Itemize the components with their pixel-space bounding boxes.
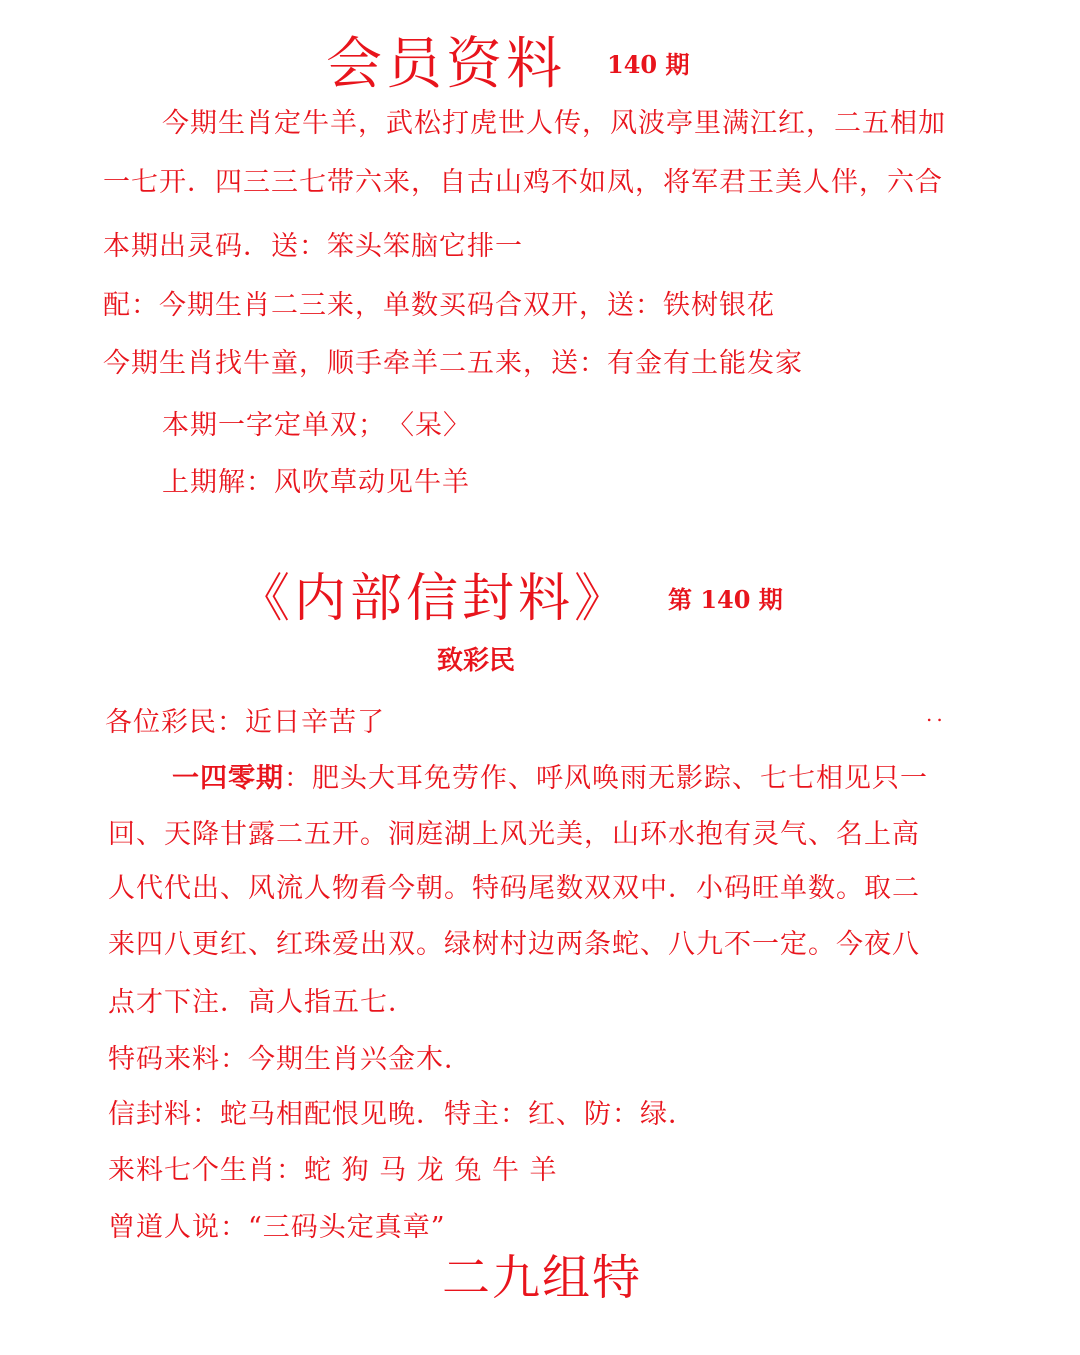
section2-title: 《内部信封料》 — [238, 569, 631, 629]
section2-issue: 第 140 期 — [668, 585, 783, 614]
footer-text: 二九组特 — [442, 1250, 643, 1306]
section1-line-6: 本期一字定单双； 〈呆〉 — [162, 410, 471, 441]
section2-para-line-4: 来四八更红、红珠爱出双。绿树村边两条蛇、八九不一定。今夜八 — [108, 929, 920, 960]
section2-para-line-5: 点才下注．高人指五七． — [108, 987, 416, 1018]
section1-line-1: 今期生肖定牛羊，武松打虎世人传，风波亭里满江红，二五相加 — [162, 108, 946, 139]
section2-subheading: 致彩民 — [437, 646, 516, 676]
section1-line-3: 本期出灵码．送：笨头笨脑它排一 — [103, 231, 523, 262]
section1-line-7: 上期解：风吹草动见牛羊 — [162, 467, 470, 498]
section2-para-line-2: 回、天降甘露二五开。洞庭湖上风光美，山环水抱有灵气、名上高 — [108, 819, 920, 850]
section1-line-2: 一七开．四三三七带六来，自古山鸡不如凤，将军君王美人伴，六合 — [103, 167, 943, 198]
section2-para-line-1-text: ：肥头大耳免劳作、呼风唤雨无影踪、七七相见只一 — [284, 763, 928, 794]
section2-item-2: 信封料：蛇马相配恨见晚．特主：红、防：绿． — [108, 1099, 696, 1130]
section1-line-4: 配：今期生肖二三来，单数买码合双开，送：铁树银花 — [103, 290, 775, 321]
section2-item-4: 曾道人说：“三码头定真章” — [108, 1212, 446, 1243]
section2-greeting-dots: .. — [926, 702, 947, 726]
section1-issue: 140 期 — [607, 50, 690, 79]
section1-title: 会员资料 — [326, 32, 566, 97]
section2-para-lead: 一四零期 — [172, 763, 284, 794]
section2-item-1: 特码来料：今期生肖兴金木． — [108, 1044, 472, 1075]
section2-greeting: 各位彩民：近日辛苦了 — [105, 707, 385, 738]
section2-para-line-3: 人代代出、风流人物看今朝。特码尾数双双中．小码旺单数。取二 — [108, 873, 920, 904]
section1-line-5: 今期生肖找牛童，顺手牵羊二五来，送：有金有土能发家 — [103, 348, 803, 379]
section2-item-3: 来料七个生肖：蛇 狗 马 龙 兔 牛 羊 — [108, 1155, 558, 1186]
section2-para-line-1 — [172, 756, 928, 795]
